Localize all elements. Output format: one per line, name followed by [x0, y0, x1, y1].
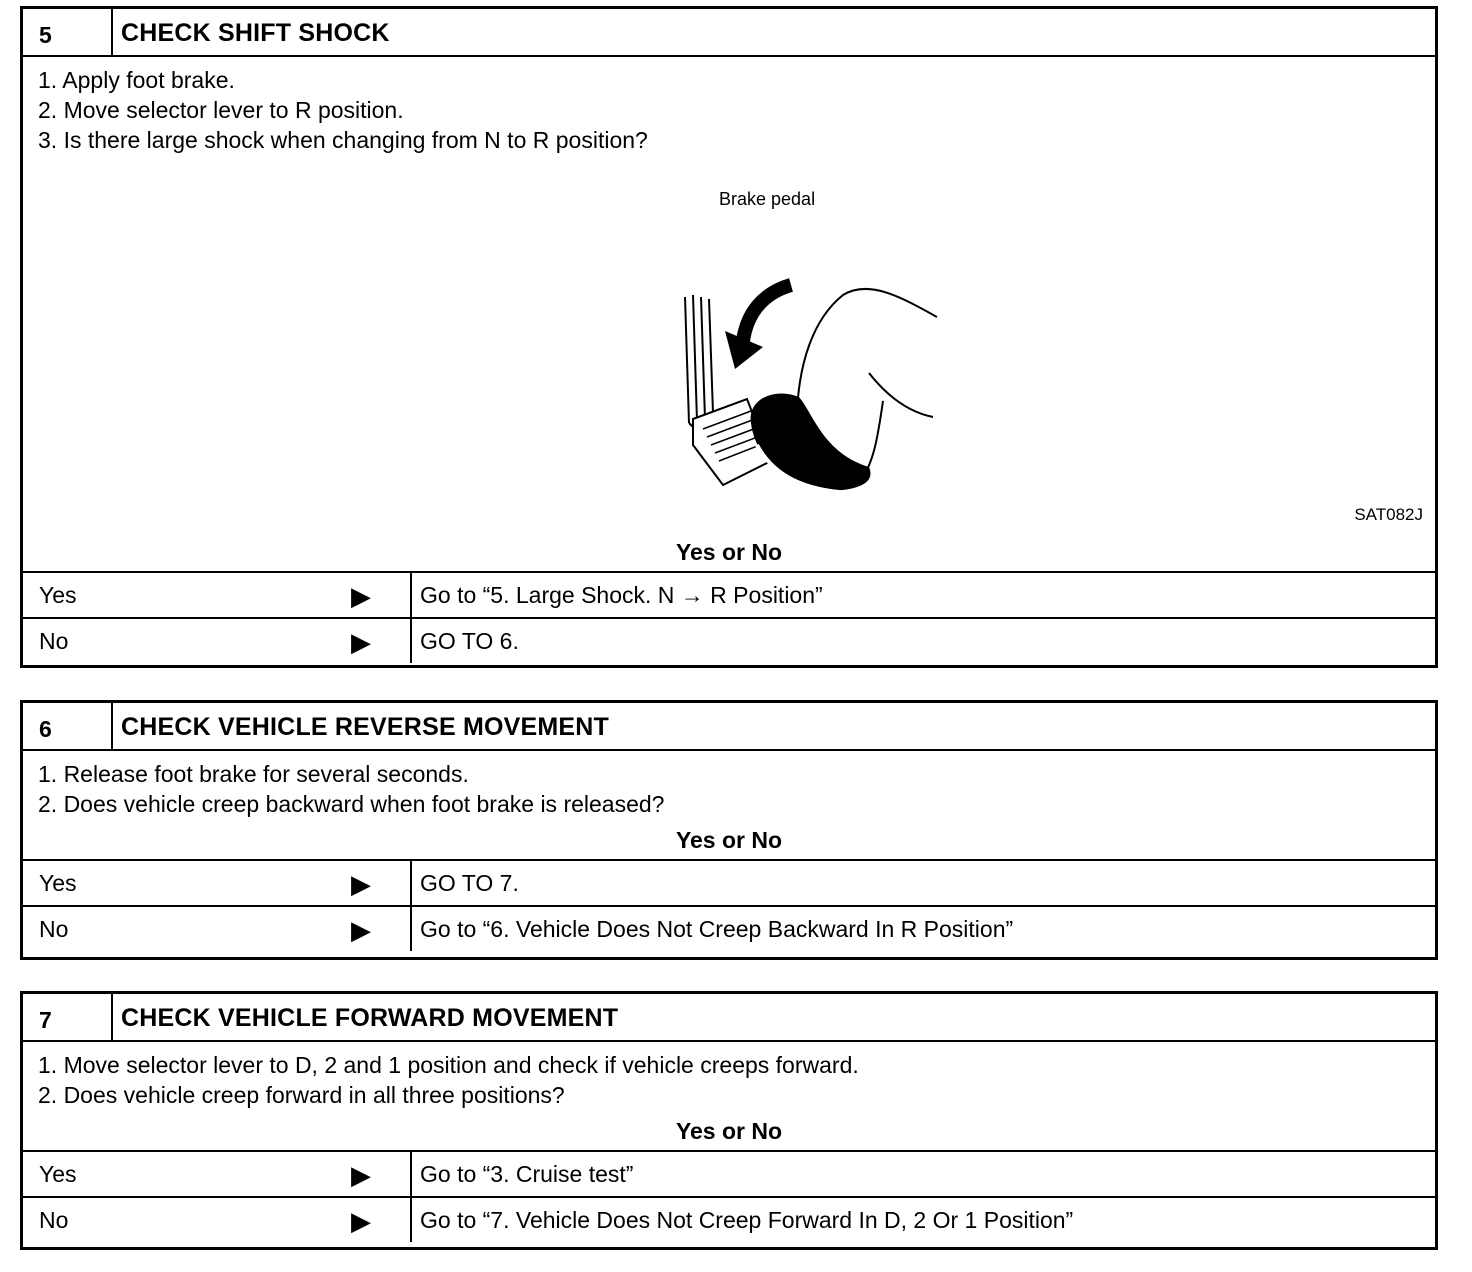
answer-label: [23, 619, 412, 663]
answer-label: [23, 1198, 412, 1242]
answer-text: No: [39, 916, 69, 942]
answer-label: [23, 573, 412, 617]
answer-destination: GO TO 7.: [420, 870, 519, 896]
instruction-item: 1. Move selector lever to D, 2 and 1 position and check if vehicle creeps forward.: [38, 1052, 859, 1078]
answer-destination: Go to “3. Cruise test”: [420, 1161, 634, 1187]
arrow-right-icon: ▶: [351, 627, 371, 657]
answer-row-no: [23, 1196, 1435, 1242]
block-header: [23, 703, 1435, 751]
step-number: 5: [23, 9, 113, 55]
answer-destination: Go to “7. Vehicle Does Not Creep Forward In D, 2 Or 1 Position”: [420, 1207, 1074, 1233]
answer-text: No: [39, 628, 69, 654]
instruction-item: 1. Apply foot brake.: [38, 67, 235, 93]
arrow-right-icon: ▶: [351, 1160, 371, 1190]
answer-destination: GO TO 6.: [420, 628, 519, 654]
instruction-list: [23, 1042, 1435, 1110]
check-block-7: [20, 991, 1438, 1250]
instruction-item: 2. Does vehicle creep backward when foot brake is released?: [38, 791, 665, 817]
yes-or-no-heading: Yes or No: [23, 535, 1435, 573]
arrow-right-icon: ▶: [351, 915, 371, 945]
answer-row-no: [23, 617, 1435, 663]
block-header: [23, 9, 1435, 57]
brake-pedal-illustration: [663, 223, 963, 493]
figure-code: SAT082J: [1354, 505, 1423, 524]
instruction-list: [23, 57, 1435, 155]
step-title: CHECK VEHICLE FORWARD MOVEMENT: [121, 1004, 619, 1032]
answer-label: [23, 861, 412, 905]
instruction-item: 3. Is there large shock when changing from N to R position?: [38, 127, 648, 153]
answer-row-yes: [23, 861, 1435, 905]
answer-label: [23, 907, 412, 951]
answer-text: Yes: [39, 1161, 77, 1187]
answer-destination: Go to “6. Vehicle Does Not Creep Backward In R Position”: [420, 916, 1014, 942]
yes-or-no-heading: Yes or No: [23, 1114, 1435, 1152]
answer-row-yes: [23, 573, 1435, 617]
answer-text: No: [39, 1207, 69, 1233]
yes-or-no-heading: Yes or No: [23, 823, 1435, 861]
block-header: [23, 994, 1435, 1042]
instruction-item: 2. Does vehicle creep forward in all three positions?: [38, 1082, 565, 1108]
check-block-5: [20, 6, 1438, 668]
step-title: CHECK SHIFT SHOCK: [121, 19, 390, 47]
answer-row-no: [23, 905, 1435, 951]
instruction-item: 1. Release foot brake for several seconds.: [38, 761, 469, 787]
step-title: CHECK VEHICLE REVERSE MOVEMENT: [121, 713, 610, 741]
answer-label: [23, 1152, 412, 1196]
answer-text: Yes: [39, 870, 77, 896]
instruction-list: [23, 751, 1435, 819]
check-block-6: [20, 700, 1438, 960]
step-number: 7: [23, 994, 113, 1040]
arrow-right-icon: ▶: [351, 1206, 371, 1236]
answer-destination: Go to “5. Large Shock. N → R Position”: [420, 582, 823, 608]
answer-text: Yes: [39, 582, 77, 608]
brake-pedal-figure: [23, 155, 1435, 535]
instruction-item: 2. Move selector lever to R position.: [38, 97, 404, 123]
figure-label: Brake pedal: [719, 189, 816, 209]
arrow-right-icon: ▶: [351, 869, 371, 899]
step-number: 6: [23, 703, 113, 749]
answer-row-yes: [23, 1152, 1435, 1196]
arrow-right-icon: ▶: [351, 581, 371, 611]
